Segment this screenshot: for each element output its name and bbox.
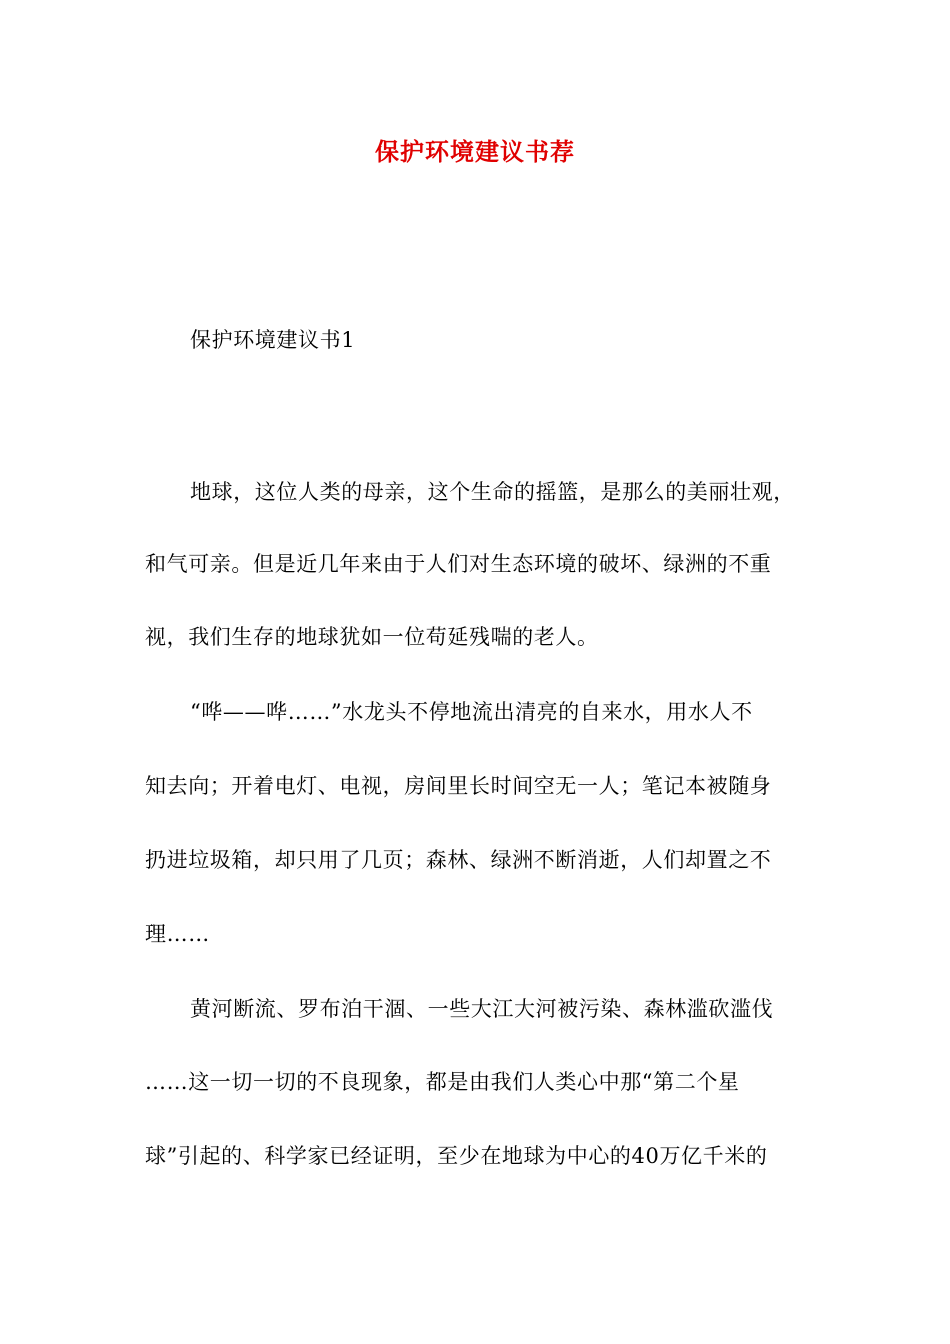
paragraph-1-line-2: 和气可亲。但是近几年来由于人们对生态环境的破坏、绿洲的不重 [145,552,772,576]
paragraph-3-line-1: 黄河断流、罗布泊干涸、一些大江大河被污染、森林滥砍滥伐 [190,997,774,1021]
paragraph-2-line-1: “哗——哗……”水龙头不停地流出清亮的自来水，用水人不 [190,700,753,724]
paragraph-3-line-3: 球”引起的、科学家已经证明，至少在地球为中心的40万亿千米的 [145,1144,768,1168]
paragraph-2-line-2: 知去向；开着电灯、电视，房间里长时间空无一人；笔记本被随身 [145,774,772,798]
paragraph-1-line-1: 地球，这位人类的母亲，这个生命的摇篮，是那么的美丽壮观， [190,480,795,504]
section-heading: 保护环境建议书1 [190,328,356,352]
paragraph-2-line-3: 扔进垃圾箱，却只用了几页；森林、绿洲不断消逝，人们却置之不 [145,848,772,872]
document-title: 保护环境建议书荐 [375,138,575,166]
paragraph-1-line-3: 视，我们生存的地球犹如一位苟延残喘的老人。 [145,625,599,649]
paragraph-3-line-2: ……这一切一切的不良现象，都是由我们人类心中那“第二个星 [145,1070,740,1094]
paragraph-2-line-4: 理…… [145,922,210,946]
